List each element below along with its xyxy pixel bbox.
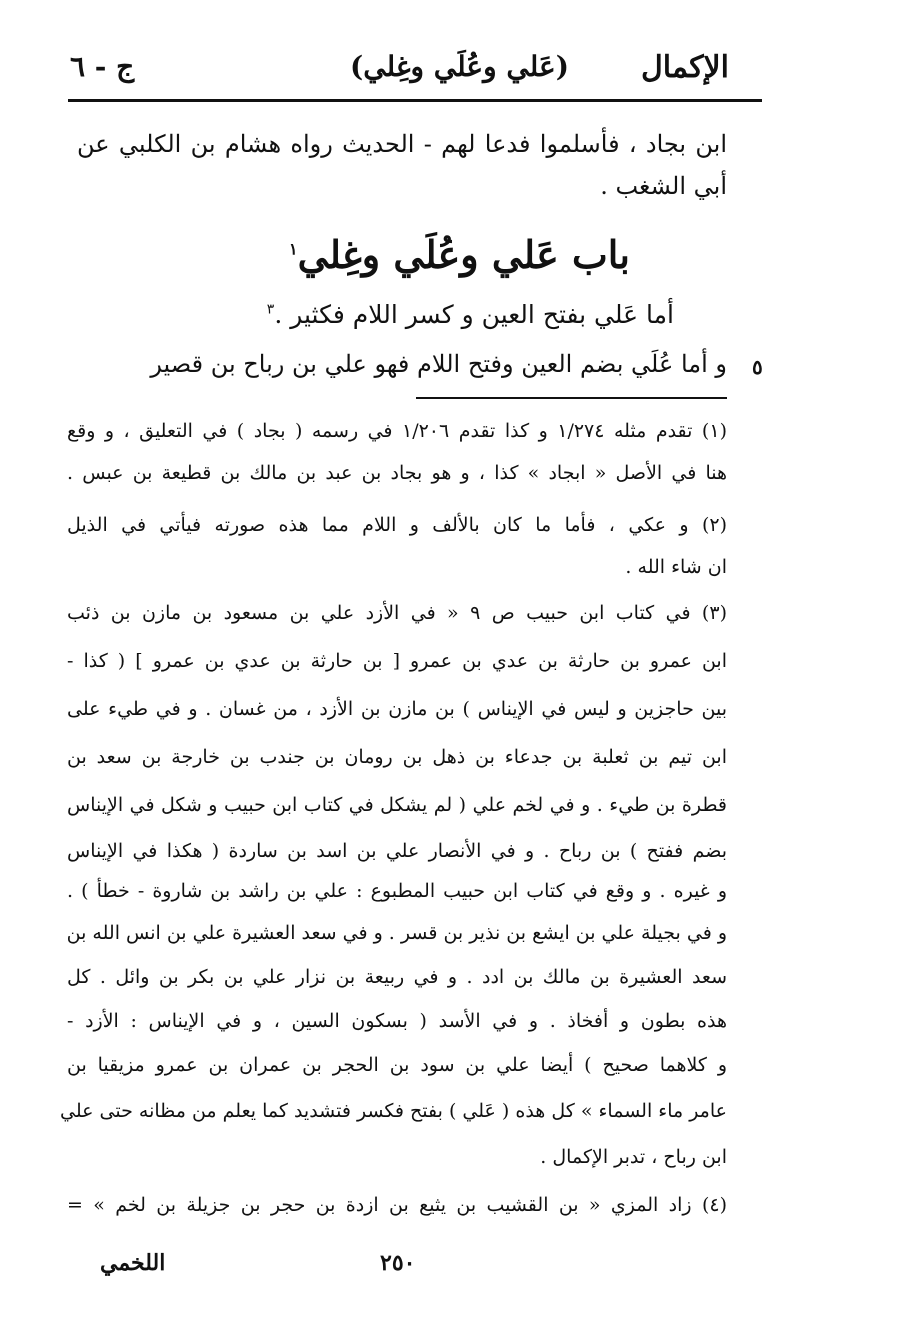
footnote-line: (٢) و عكي ، فأما ما كان بالألف و اللام مما هذه صورته فيأتي في الذيل	[67, 514, 727, 536]
subsection-line-2: و أما عُلَي بضم العين وفتح اللام فهو علي بن رباح بن قصير	[150, 350, 727, 378]
footnote-line: (٤) زاد المزي « بن القشيب بن يثيع بن ازدة بن حجر بن جزيلة بن لخم » =	[67, 1194, 727, 1216]
page-number: ٢٥٠	[380, 1250, 416, 1276]
section-heading-text: باب عَلي وعُلَي وغِلي	[297, 232, 630, 277]
footnote-line: و غيره . و وقع في كتاب ابن حبيب المطبوع : علي بن راشد بن شاروة - خطأ ) .	[67, 880, 727, 902]
footnote-line: و كلاهما صحيح ) أيضا علي بن سود بن الحجر بن عمران بن عمرو مزيقيا بن	[67, 1054, 727, 1076]
subsection-line-1	[267, 300, 674, 329]
catchword: اللخمي	[100, 1250, 166, 1276]
footnote-ref-1: ١	[289, 239, 298, 259]
footnote-line: (١) تقدم مثله ١/٢٧٤ و كذا تقدم ١/٢٠٦ في رسمه ( بجاد ) في التعليق ، و وقع	[67, 420, 727, 442]
body-line-2: أبي الشغب .	[600, 172, 727, 200]
footnote-line: هنا في الأصل « ابجاد » كذا ، و هو بجاد بن عبد بن مالك بن قطيعة بن عبس .	[67, 462, 727, 484]
footnote-line: عامر ماء السماء » كل هذه ( عَلي ) بفتح فكسر فتشديد كما يعلم من مظانه حتى علي	[60, 1100, 727, 1122]
footnote-line: و في بجيلة علي بن ايشع بن نذير بن قسر . و في سعد العشيرة علي بن انس الله بن	[66, 922, 727, 944]
book-title: الإكمال	[640, 50, 729, 85]
footnote-line: (٣) في كتاب ابن حبيب ص ٩ « في الأزد علي بن مسعود بن مازن بن ذئب	[67, 602, 727, 624]
footnote-line: ان شاء الله .	[625, 556, 727, 578]
volume-label: ج - ٦	[70, 50, 135, 83]
footnote-line: هذه بطون و أفخاذ . و في الأسد ( بسكون السين ، و في الإيناس : الأزد -	[67, 1010, 727, 1032]
header-rule	[68, 99, 762, 102]
footnote-rule	[416, 397, 727, 399]
section-heading	[0, 232, 919, 277]
footnote-line: سعد العشيرة بن مالك بن ادد . و في ربيعة بن نزار علي بن بكر بن وائل . كل	[67, 966, 727, 988]
footnote-line: بضم ففتح ) بن رباح . و في الأنصار علي بن اسد بن ساردة ( هكذا في الإيناس	[67, 840, 727, 862]
body-line-1: ابن بجاد ، فأسلموا فدعا لهم - الحديث رواه هشام بن الكلبي عن	[77, 130, 727, 158]
footnote-line: بين حاجزين و ليس في الإيناس ) بن مازن بن الأزد ، من غسان . و في طيء على	[67, 698, 727, 720]
subsection-line-1-text: أما عَلي بفتح العين و كسر اللام فكثير .	[274, 300, 674, 329]
footnote-line: ابن عمرو بن حارثة بن عدي بن عمرو [ بن حارثة بن عدي بن عمرو ] ( كذا -	[67, 650, 727, 672]
footnote-line: ابن رباح ، تدبر الإكمال .	[540, 1146, 727, 1168]
running-title: (عَلي وعُلَي وغِلي)	[350, 50, 569, 83]
footnote-line: قطرة بن طيء . و في لخم علي ( لم يشكل في كتاب ابن حبيب و شكل في الإيناس	[67, 794, 727, 816]
footnote-line: ابن تيم بن ثعلبة بن جدعاء بن ذهل بن رومان بن جندب بن خارجة بن سعد بن	[67, 746, 727, 768]
footnote-ref-3: ٣	[266, 301, 275, 318]
margin-line-number: ٥	[752, 355, 763, 379]
